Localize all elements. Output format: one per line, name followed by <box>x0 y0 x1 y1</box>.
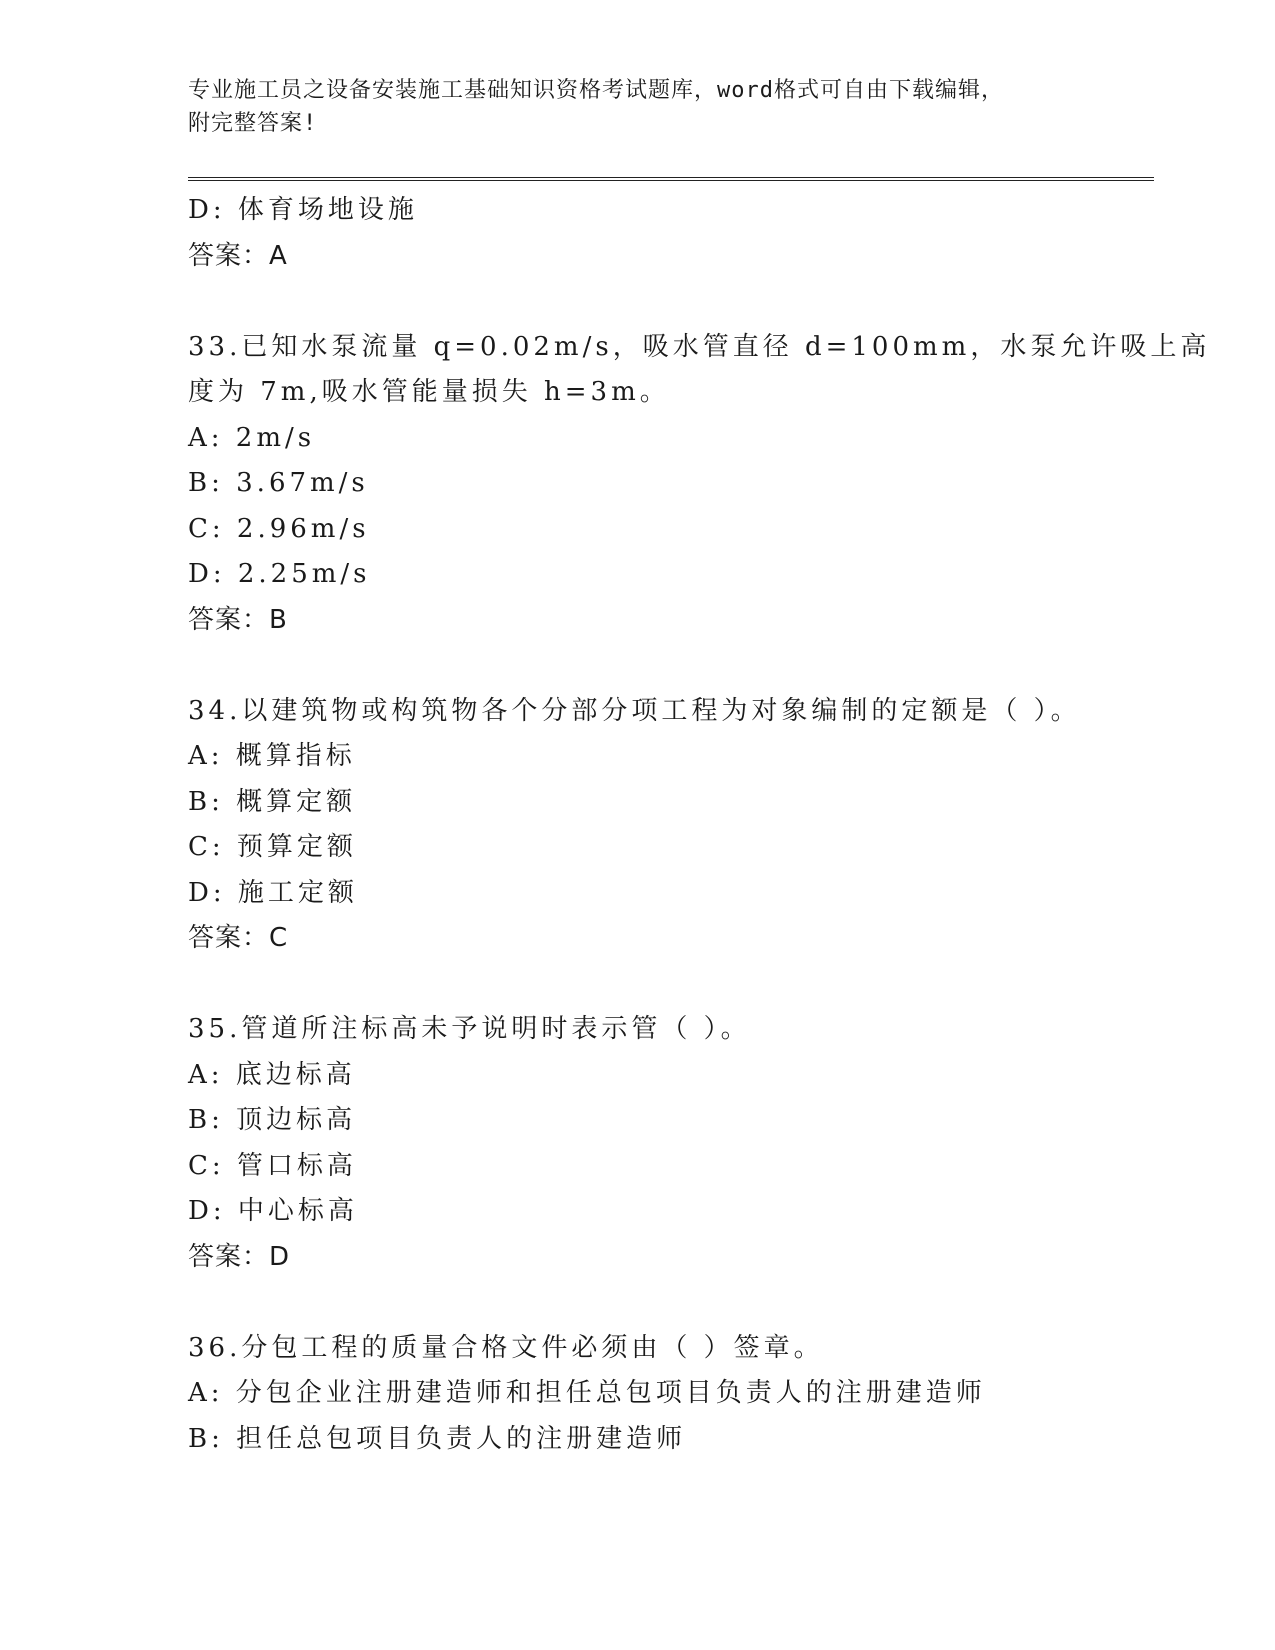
option-b: B: 3.67m/s <box>188 468 369 498</box>
question-35 <box>188 1007 1088 1280</box>
answer: 答案：D <box>188 1241 291 1272</box>
option-d: D: 2.25m/s <box>188 559 371 589</box>
option-a: A: 2m/s <box>188 422 316 453</box>
header-divider <box>188 177 1154 181</box>
question-stem: 36.分包工程的质量合格文件必须由（ ）签章。 <box>188 1332 824 1363</box>
prev-answer: 答案：A <box>188 240 288 271</box>
answer: 答案：B <box>188 604 288 635</box>
option-b: B: 担任总包项目负责人的注册建造师 <box>188 1423 687 1454</box>
question-34 <box>188 689 1088 962</box>
option-b: B: 顶边标高 <box>188 1105 357 1135</box>
answer: 答案：C <box>188 923 289 953</box>
option-d: D: 施工定额 <box>188 877 358 908</box>
question-36 <box>188 1326 1088 1463</box>
option-c: C: 管口标高 <box>188 1150 357 1181</box>
question-stem-cont: 度为 7m,吸水管能量损失 h=3m。 <box>188 377 670 407</box>
page-header <box>188 74 1068 140</box>
option-a: A: 分包企业注册建造师和担任总包项目负责人的注册建造师 <box>188 1378 986 1408</box>
question-33 <box>188 325 1211 644</box>
question-stem: 35.管道所注标高未予说明时表示管（ ）。 <box>188 1014 751 1044</box>
prev-option-d: D: 体育场地设施 <box>188 195 418 225</box>
header-line-2: 附完整答案! <box>188 111 318 136</box>
option-c: C: 预算定额 <box>188 832 357 862</box>
option-a: A: 概算指标 <box>188 741 356 771</box>
option-c: C: 2.96m/s <box>188 513 370 544</box>
question-list <box>188 188 1211 1462</box>
option-d: D: 中心标高 <box>188 1196 358 1226</box>
option-a: A: 底边标高 <box>188 1059 356 1090</box>
header-line-1: 专业施工员之设备安装施工基础知识资格考试题库，word格式可自由下载编辑， <box>188 78 1004 103</box>
question-stem: 33.已知水泵流量 q=0.02m/s，吸水管直径 d=100mm，水泵允许吸上高 <box>188 331 1211 362</box>
option-b: B: 概算定额 <box>188 786 357 817</box>
question-stem: 34.以建筑物或构筑物各个分部分项工程为对象编制的定额是（ ）。 <box>188 695 1081 726</box>
